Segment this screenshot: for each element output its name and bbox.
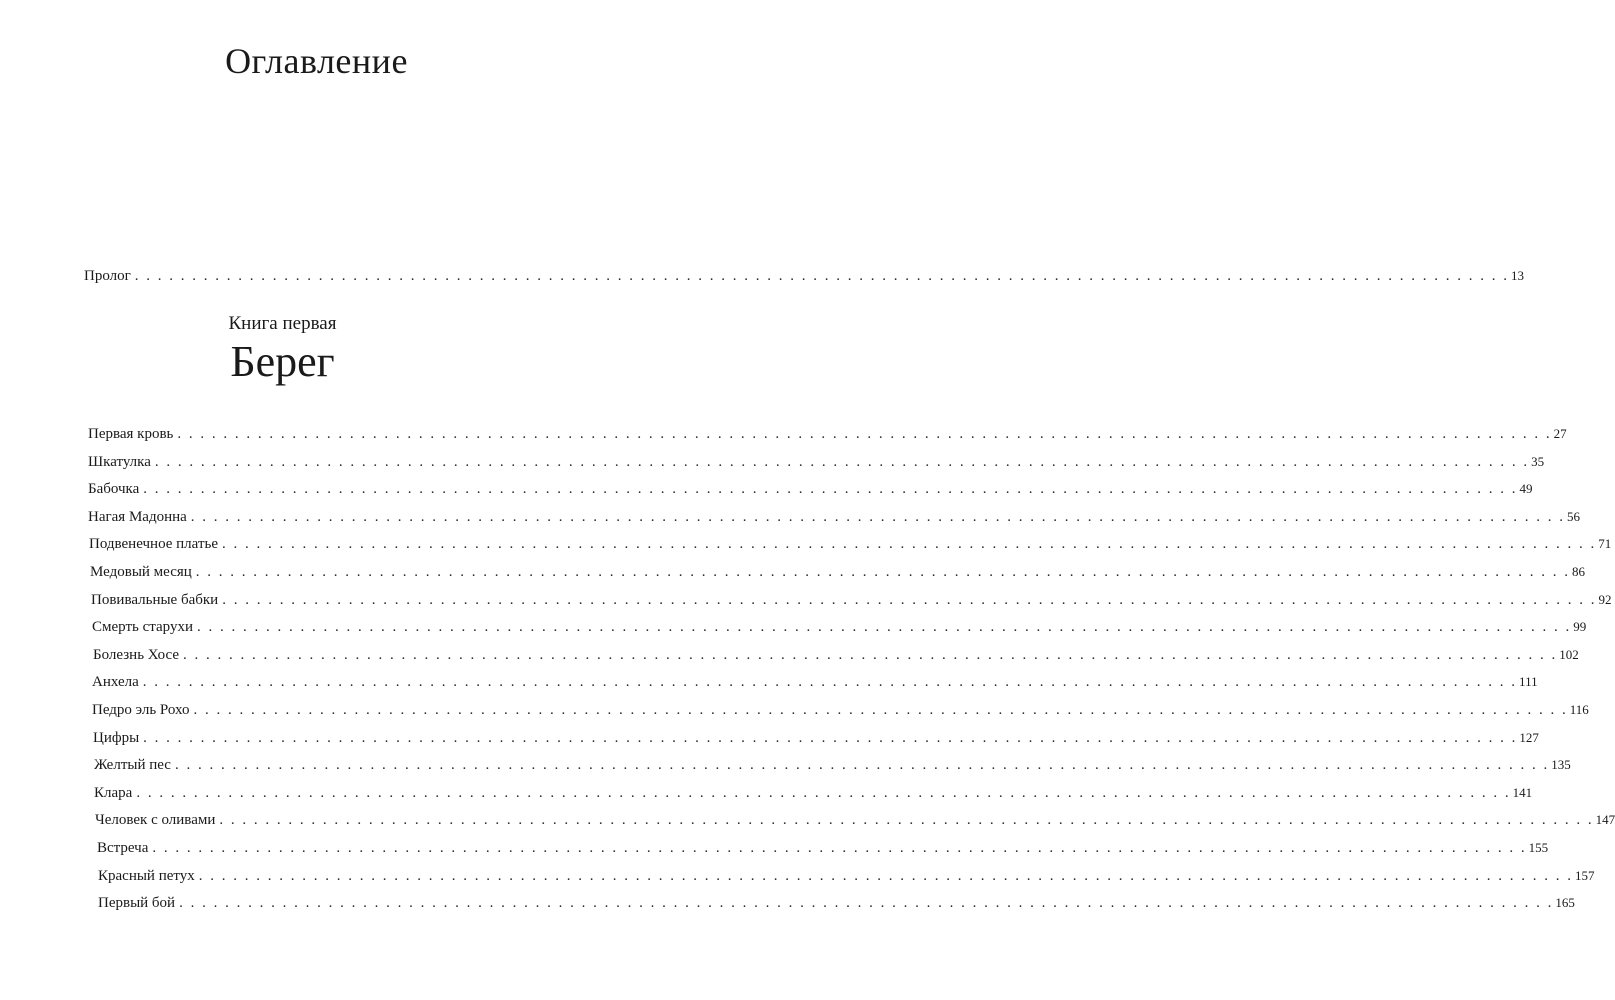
dot-leader: . . . . . . . . . . . . . . . . . . . . . . . . . . . . . . . . . . . . . . . . . . . . . . . . . . . . . . . . . . . . . . . . . . . . . . . . . . . . . . . . . . . . . . . . . . . . . . . . . . . . . . . . . . . . . . . . . . . . . . . . xyxy=(183,646,1558,663)
dot-leader: . . . . . . . . . . . . . . . . . . . . . . . . . . . . . . . . . . . . . . . . . . . . . . . . . . . . . . . . . . . . . . . . . . . . . . . . . . . . . . . . . . . . . . . . . . . . . . . . . . . . . . . . . . . . . . . . . . . . . . . . xyxy=(154,453,1530,470)
toc-entry-title: Смерть старухи xyxy=(92,619,193,636)
toc-entry xyxy=(93,641,1579,669)
toc-entry-page: 135 xyxy=(1551,757,1571,773)
toc-entry-page: 141 xyxy=(1512,784,1533,800)
toc-entry xyxy=(98,862,1595,890)
toc-entry xyxy=(94,779,1533,807)
dot-leader: . . . . . . . . . . . . . . . . . . . . . . . . . . . . . . . . . . . . . . . . . . . . . . . . . . . . . . . . . . . . . . . . . . . . . . . . . . . . . . . . . . . . . . . . . . . . . . . . . . . . . . . . . . . . . . . . . . . . . . . . xyxy=(197,619,1572,636)
toc-entry-title: Медовый месяц xyxy=(90,563,192,580)
toc-entry xyxy=(94,751,1571,779)
toc-entry-page: 155 xyxy=(1528,839,1549,855)
toc-entry-title: Шкатулка xyxy=(88,453,151,470)
toc-entry xyxy=(91,586,1612,614)
toc-entry-title: Красный петух xyxy=(98,867,195,884)
toc-entry-page: 71 xyxy=(1598,536,1612,552)
toc-entry xyxy=(98,889,1575,917)
dot-leader: . . . . . . . . . . . . . . . . . . . . . . . . . . . . . . . . . . . . . . . . . . . . . . . . . . . . . . . . . . . . . . . . . . . . . . . . . . . . . . . . . . . . . . . . . . . . . . . . . . . . . . . . . . . . . . . . . . . . . . . . xyxy=(219,812,1594,829)
toc-entry xyxy=(95,806,1615,834)
toc-entry xyxy=(93,724,1539,752)
dot-leader: . . . . . . . . . . . . . . . . . . . . . . . . . . . . . . . . . . . . . . . . . . . . . . . . . . . . . . . . . . . . . . . . . . . . . . . . . . . . . . . . . . . . . . . . . . . . . . . . . . . . . . . . . . . . . . . . . . . . . . . . xyxy=(222,536,1597,553)
toc-entry-page: 27 xyxy=(1553,426,1567,441)
toc-entry xyxy=(88,475,1533,503)
toc-entry xyxy=(88,420,1567,448)
toc-entry-title: Человек с оливами xyxy=(95,812,216,829)
toc-entry-title: Повивальные бабки xyxy=(91,591,219,608)
toc-entry xyxy=(92,668,1538,696)
toc-entry-title: Подвенечное платье xyxy=(89,536,218,553)
toc-entry xyxy=(88,503,1581,531)
toc-entry-page: 49 xyxy=(1519,481,1533,497)
toc-entry-page: 56 xyxy=(1567,508,1581,524)
toc-entry xyxy=(90,558,1586,586)
toc-entry-title: Встреча xyxy=(97,839,149,856)
toc-entry-title: Бабочка xyxy=(88,481,140,498)
toc-entry xyxy=(97,834,1549,862)
dot-leader: . . . . . . . . . . . . . . . . . . . . . . . . . . . . . . . . . . . . . . . . . . . . . . . . . . . . . . . . . . . . . . . . . . . . . . . . . . . . . . . . . . . . . . . . . . . . . . . . . . . . . . . . . . . . . . . . . . . . . . . . xyxy=(174,757,1550,774)
toc-entry-title: Желтый пес xyxy=(94,757,171,774)
toc-entry xyxy=(88,448,1545,476)
dot-leader: . . . . . . . . . . . . . . . . . . . . . . . . . . . . . . . . . . . . . . . . . . . . . . . . . . . . . . . . . . . . . . . . . . . . . . . . . . . . . . . . . . . . . . . . . . . . . . . . . . . . . . . . . . . . . . . . . . . . . . . . xyxy=(222,591,1597,608)
toc-entry-page: 13 xyxy=(1511,268,1525,283)
toc-entry-title: Нагая Мадонна xyxy=(88,508,187,525)
toc-entry-page: 102 xyxy=(1559,646,1579,662)
book-label: Книга первая xyxy=(228,313,337,334)
dot-leader: . . . . . . . . . . . . . . . . . . . . . . . . . . . . . . . . . . . . . . . . . . . . . . . . . . . . . . . . . . . . . . . . . . . . . . . . . . . . . . . . . . . . . . . . . . . . . . . . . . . . . . . . . . . . . . . . . . . . . . . . xyxy=(198,867,1573,884)
dot-leader: . . . . . . . . . . . . . . . . . . . . . . . . . . . . . . . . . . . . . . . . . . . . . . . . . . . . . . . . . . . . . . . . . . . . . . . . . . . . . . . . . . . . . . . . . . . . . . . . . . . . . . . . . . . . . . . . . . . . . . . . xyxy=(190,508,1566,525)
toc-entry xyxy=(89,530,1612,558)
toc-entry-page: 86 xyxy=(1572,563,1586,579)
dot-leader: . . . . . . . . . . . . . . . . . . . . . . . . . . . . . . . . . . . . . . . . . . . . . . . . . . . . . . . . . . . . . . . . . . . . . . . . . . . . . . . . . . . . . . . . . . . . . . . . . . . . . . . . . . . . . . . . . . . . . . . . xyxy=(195,563,1571,580)
toc-entry-title: Пролог xyxy=(84,268,131,284)
toc-entry-page: 99 xyxy=(1573,619,1587,635)
toc-entry-prologue xyxy=(84,262,1525,290)
toc-entry xyxy=(92,696,1589,724)
toc-entry-title: Клара xyxy=(94,784,133,801)
toc-entry-title: Цифры xyxy=(93,729,140,746)
dot-leader: . . . . . . . . . . . . . . . . . . . . . . . . . . . . . . . . . . . . . . . . . . . . . . . . . . . . . . . . . . . . . . . . . . . . . . . . . . . . . . . . . . . . . . . . . . . . . . . . . . . . . . . . . . . . . . . . . . . . . . . . xyxy=(136,784,1511,801)
toc-entry-page: 165 xyxy=(1555,895,1575,911)
toc-entry-page: 157 xyxy=(1575,867,1595,883)
dot-leader: . . . . . . . . . . . . . . . . . . . . . . . . . . . . . . . . . . . . . . . . . . . . . . . . . . . . . . . . . . . . . . . . . . . . . . . . . . . . . . . . . . . . . . . . . . . . . . . . . . . . . . . . . . . . . . . . . . . . . . . . xyxy=(143,729,1518,746)
dot-leader: . . . . . . . . . . . . . . . . . . . . . . . . . . . . . . . . . . . . . . . . . . . . . . . . . . . . . . . . . . . . . . . . . . . . . . . . . . . . . . . . . . . . . . . . . . . . . . . . . . . . . . . . . . . . . . . . . . . . . . . . xyxy=(193,701,1568,718)
toc-entry-page: 35 xyxy=(1531,453,1545,469)
toc-entry-title: Первая кровь xyxy=(88,426,174,442)
dot-leader: . . . . . . . . . . . . . . . . . . . . . . . . . . . . . . . . . . . . . . . . . . . . . . . . . . . . . . . . . . . . . . . . . . . . . . . . . . . . . . . . . . . . . . . . . . . . . . . . . . . . . . . . . . . . . . . . . . . . . . . . xyxy=(143,481,1518,498)
dot-leader: . . . . . . . . . . . . . . . . . . . . . . . . . . . . . . . . . . . . . . . . . . . . . . . . . . . . . . . . . . . . . . . . . . . . . . . . . . . . . . . . . . . . . . . . . . . . . . . . . . . . . . . . . . . . . . . . . . . . . . . . xyxy=(152,839,1527,856)
toc-entry-title: Анхела xyxy=(92,674,139,691)
dot-leader: . . . . . . . . . . . . . . . . . . . . . . . . . . . . . . . . . . . . . . . . . . . . . . . . . . . . . . . . . . . . . . . . . . . . . . . . . . . . . . . . . . . . . . . . . . . . . . . . . . . . . . . . . . . . . . . . . . . . . . . . xyxy=(179,895,1554,912)
book-title: Берег xyxy=(230,337,335,386)
toc-entry-page: 147 xyxy=(1595,812,1615,828)
toc-entry-page: 116 xyxy=(1569,701,1589,717)
toc-entry-title: Болезнь Хосе xyxy=(93,646,180,663)
dot-leader: . . . . . . . . . . . . . . . . . . . . . . . . . . . . . . . . . . . . . . . . . . . . . . . . . . . . . . . . . . . . . . . . . . . . . . . . . . . . . . . . . . . . . . . . . . . . . . . . . . . . . . . . . . . . . . . . . . . . . . . . xyxy=(134,268,1510,284)
dot-leader: . . . . . . . . . . . . . . . . . . . . . . . . . . . . . . . . . . . . . . . . . . . . . . . . . . . . . . . . . . . . . . . . . . . . . . . . . . . . . . . . . . . . . . . . . . . . . . . . . . . . . . . . . . . . . . . . . . . . . . . . xyxy=(142,674,1518,691)
toc-entry-title: Педро эль Рохо xyxy=(92,701,190,718)
toc-entry-page: 111 xyxy=(1519,674,1538,690)
dot-leader: . . . . . . . . . . . . . . . . . . . . . . . . . . . . . . . . . . . . . . . . . . . . . . . . . . . . . . . . . . . . . . . . . . . . . . . . . . . . . . . . . . . . . . . . . . . . . . . . . . . . . . . . . . . . . . . . . . . . . . . . xyxy=(177,426,1552,442)
toc-entry-title: Первый бой xyxy=(98,895,176,912)
toc-entry-page: 127 xyxy=(1519,729,1539,745)
toc-list xyxy=(88,420,1615,917)
page-title: Оглавление xyxy=(225,41,408,81)
toc-entry-page: 92 xyxy=(1598,591,1612,607)
toc-entry xyxy=(92,613,1587,641)
